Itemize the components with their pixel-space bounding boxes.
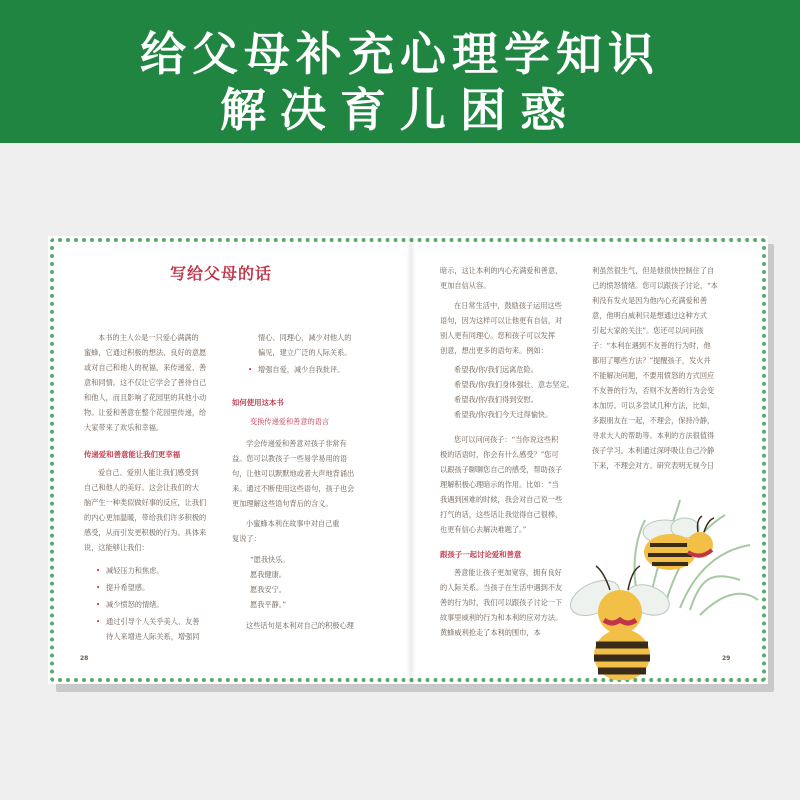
text-line: 或对自己和他人的祝福，来传递爱、善 xyxy=(84,363,207,372)
wish-line: 希望我/你/我们身体强壮、意志坚定。 xyxy=(454,380,574,389)
text-line: 益。您可以教孩子一些易学易用的语 xyxy=(232,454,348,463)
bullet-item: • 减少愤怒的情绪。 xyxy=(106,597,164,612)
text-line: 小蜜蜂本利在故事中对自己重 xyxy=(246,519,340,528)
text-line: 善的行为时，我们可以跟孩子讨论一下 xyxy=(440,598,563,607)
text-line: 感受，从而引发更积极的行为。具体来 xyxy=(84,528,207,537)
text-line: 己的愤怒情绪。您可以跟孩子讨论，“本 xyxy=(592,281,718,290)
bullet-item: • 提升希望感。 xyxy=(106,580,149,595)
text-line: 不能解决问题，不要用愤怒的方式回应 xyxy=(592,371,715,380)
text-line: 意，他明白威利只是想通过这种方式 xyxy=(592,311,708,320)
text-line: 这些话句是本利对自己的积极心理 xyxy=(246,621,354,630)
text-line: 偏见，建立广泛的人际关系。 xyxy=(258,348,352,357)
page-number-left: 28 xyxy=(80,655,89,662)
text-line: 更加理解这些语句背后的含义。 xyxy=(232,499,333,508)
bullet-item: • 增强自爱，减少自我批评。 xyxy=(258,362,344,377)
quote-line: 愿我安宁。 xyxy=(250,585,286,594)
text-line: 来。通过不断使用这些语句，孩子也会 xyxy=(232,484,355,493)
text-line: 以跟孩子聊聊您自己的感受，帮助孩子 xyxy=(440,465,563,474)
text-line: 的人际关系。当孩子在生活中遇到不友 xyxy=(440,583,563,592)
text-line: 孩子学习。本利通过深呼吸让自己冷静 xyxy=(592,446,715,455)
text-line: 子：“本利在遇到不友善的行为时，他 xyxy=(592,341,711,350)
text-line: 的内心更加温暖，带给我们许多积极的 xyxy=(84,513,207,522)
left-col2-top xyxy=(258,330,388,360)
text-line: 脑产生一种类似做好事的反应，让我们 xyxy=(84,498,207,507)
bullet-continuation: 待人来增进人际关系，增强同 xyxy=(106,632,200,641)
bee-illustration xyxy=(560,490,760,680)
subheading: 变换传递爱和善意的语言 xyxy=(250,417,330,426)
banner-title-line1: 给父母补充心理学知识 xyxy=(140,27,660,81)
wish-line: 希望我/你/我们远离危险。 xyxy=(454,365,538,374)
left-col1-body xyxy=(84,465,244,555)
text-line: 暗示，这让本利的内心充满爱和善意， xyxy=(440,266,563,275)
section-heading: 跟孩子一起讨论爱和善意 xyxy=(440,550,522,559)
text-line: 别人更有同理心。您和孩子可以发挥 xyxy=(440,331,556,340)
quote-line: 愿我平静。” xyxy=(250,600,287,609)
text-line: 复说了： xyxy=(232,534,261,543)
text-line: 学会传递爱和善意对孩子非常有 xyxy=(246,439,347,448)
text-line: 引起大家的关注”。您还可以问问孩 xyxy=(592,326,704,335)
quote-line: 愿我健康。 xyxy=(250,570,286,579)
bullet-item: • 减轻压力和焦虑。 xyxy=(106,563,164,578)
text-line: 意和同情。这不仅让它学会了善待自己 xyxy=(84,378,207,387)
text-line: 您可以问问孩子：“当你说这些积 xyxy=(454,435,559,444)
wish-line: 希望我/你/我们今天过得愉快。 xyxy=(454,410,553,419)
text-line: 故事里威利的行为和本利的应对方法。 xyxy=(440,613,563,622)
text-line: 善意能让孩子更加宽容，拥有良好 xyxy=(454,568,562,577)
bullet-item: • 通过引导个人关乎美人、友善 xyxy=(106,614,199,629)
text-line: 黄蜂威利抢走了本利的围巾，本 xyxy=(440,628,541,637)
text-line: 本书的主人公是一只爱心满满的 xyxy=(98,333,199,342)
text-line: 利没有发火是因为他内心充满爱和善 xyxy=(592,296,708,305)
wish-line: 希望我/你/我们得到安慰。 xyxy=(454,395,538,404)
text-line: 更加自信从容。 xyxy=(440,281,491,290)
text-line: 都用了哪些方法？”提醒孩子，发火并 xyxy=(592,356,711,365)
banner xyxy=(0,0,800,143)
text-line: 我遇到困难的时候，我会对自己说一些 xyxy=(440,495,563,504)
text-line: 说，这能够让我们： xyxy=(84,543,149,552)
text-line: 情心、同理心，减少对他人的 xyxy=(258,333,352,342)
page-title: 写给父母的话 xyxy=(170,264,273,283)
text-line: 也更有信心去解决难题了。” xyxy=(440,525,527,534)
text-line: 和他人，而且影响了花园里的其他小动 xyxy=(84,393,207,402)
text-line: 大家带来了欢乐和幸福。 xyxy=(84,423,164,432)
quote-line: “愿我快乐。 xyxy=(250,555,290,564)
left-col2-intro-quote xyxy=(232,516,382,546)
section-heading: 传递爱和善意能让我们更幸福 xyxy=(84,450,181,459)
text-line: 句，让他可以默默地或者大声地背诵出 xyxy=(232,469,355,478)
text-line: 在日常生活中，鼓励孩子运用这些 xyxy=(454,301,562,310)
text-line: 利虽然很生气，但是他很快控制住了自 xyxy=(592,266,715,275)
text-line: 创意，想出更多的语句来。例如： xyxy=(440,346,548,355)
banner-title-line2: 解决育儿困惑 xyxy=(220,83,580,137)
upper-bee-icon xyxy=(643,516,714,570)
text-line: 物。让爱和善意在整个花园里传递，给 xyxy=(84,408,207,417)
right-col1-p2 xyxy=(440,298,590,358)
wish-list xyxy=(454,362,574,422)
right-col2 xyxy=(592,263,742,473)
text-line: 下来，不理会对方。研究表明无视今日 xyxy=(592,461,715,470)
text-line: 语句，因为这样可以让他更有自信，对 xyxy=(440,316,563,325)
section-heading: 如何使用这本书 xyxy=(232,398,284,407)
text-line: 寻求大人的帮助等。本利的方法很值得 xyxy=(592,431,715,440)
left-col2-body xyxy=(232,436,382,511)
book-spine xyxy=(406,236,416,684)
right-col1-top xyxy=(440,263,590,293)
page-number-right: 29 xyxy=(722,655,731,662)
text-line: 不友善的行为，否则不友善的行为会变 xyxy=(592,386,715,395)
text-line: 多跟朋友在一起，不理会，保持冷静， xyxy=(592,416,715,425)
text-line: 蜜蜂，它通过积极的想法、良好的意愿 xyxy=(84,348,207,357)
text-line: 本加厉。可以多尝试几种方法，比如， xyxy=(592,401,715,410)
text-line: 打气的话，这些话让我觉得自己很棒， xyxy=(440,510,563,519)
text-line: 自己和他人的美好。这会让我们的大 xyxy=(84,483,200,492)
left-col1-intro xyxy=(84,330,244,435)
lower-bee-icon xyxy=(565,566,673,680)
text-line: 理解积极心理暗示的作用。比如：“当 xyxy=(440,480,559,489)
text-line: 爱自己、爱别人能让我们感受到 xyxy=(98,468,199,477)
text-line: 极的话语时，你会有什么感受？”您可 xyxy=(440,450,559,459)
quote-block xyxy=(250,552,290,612)
